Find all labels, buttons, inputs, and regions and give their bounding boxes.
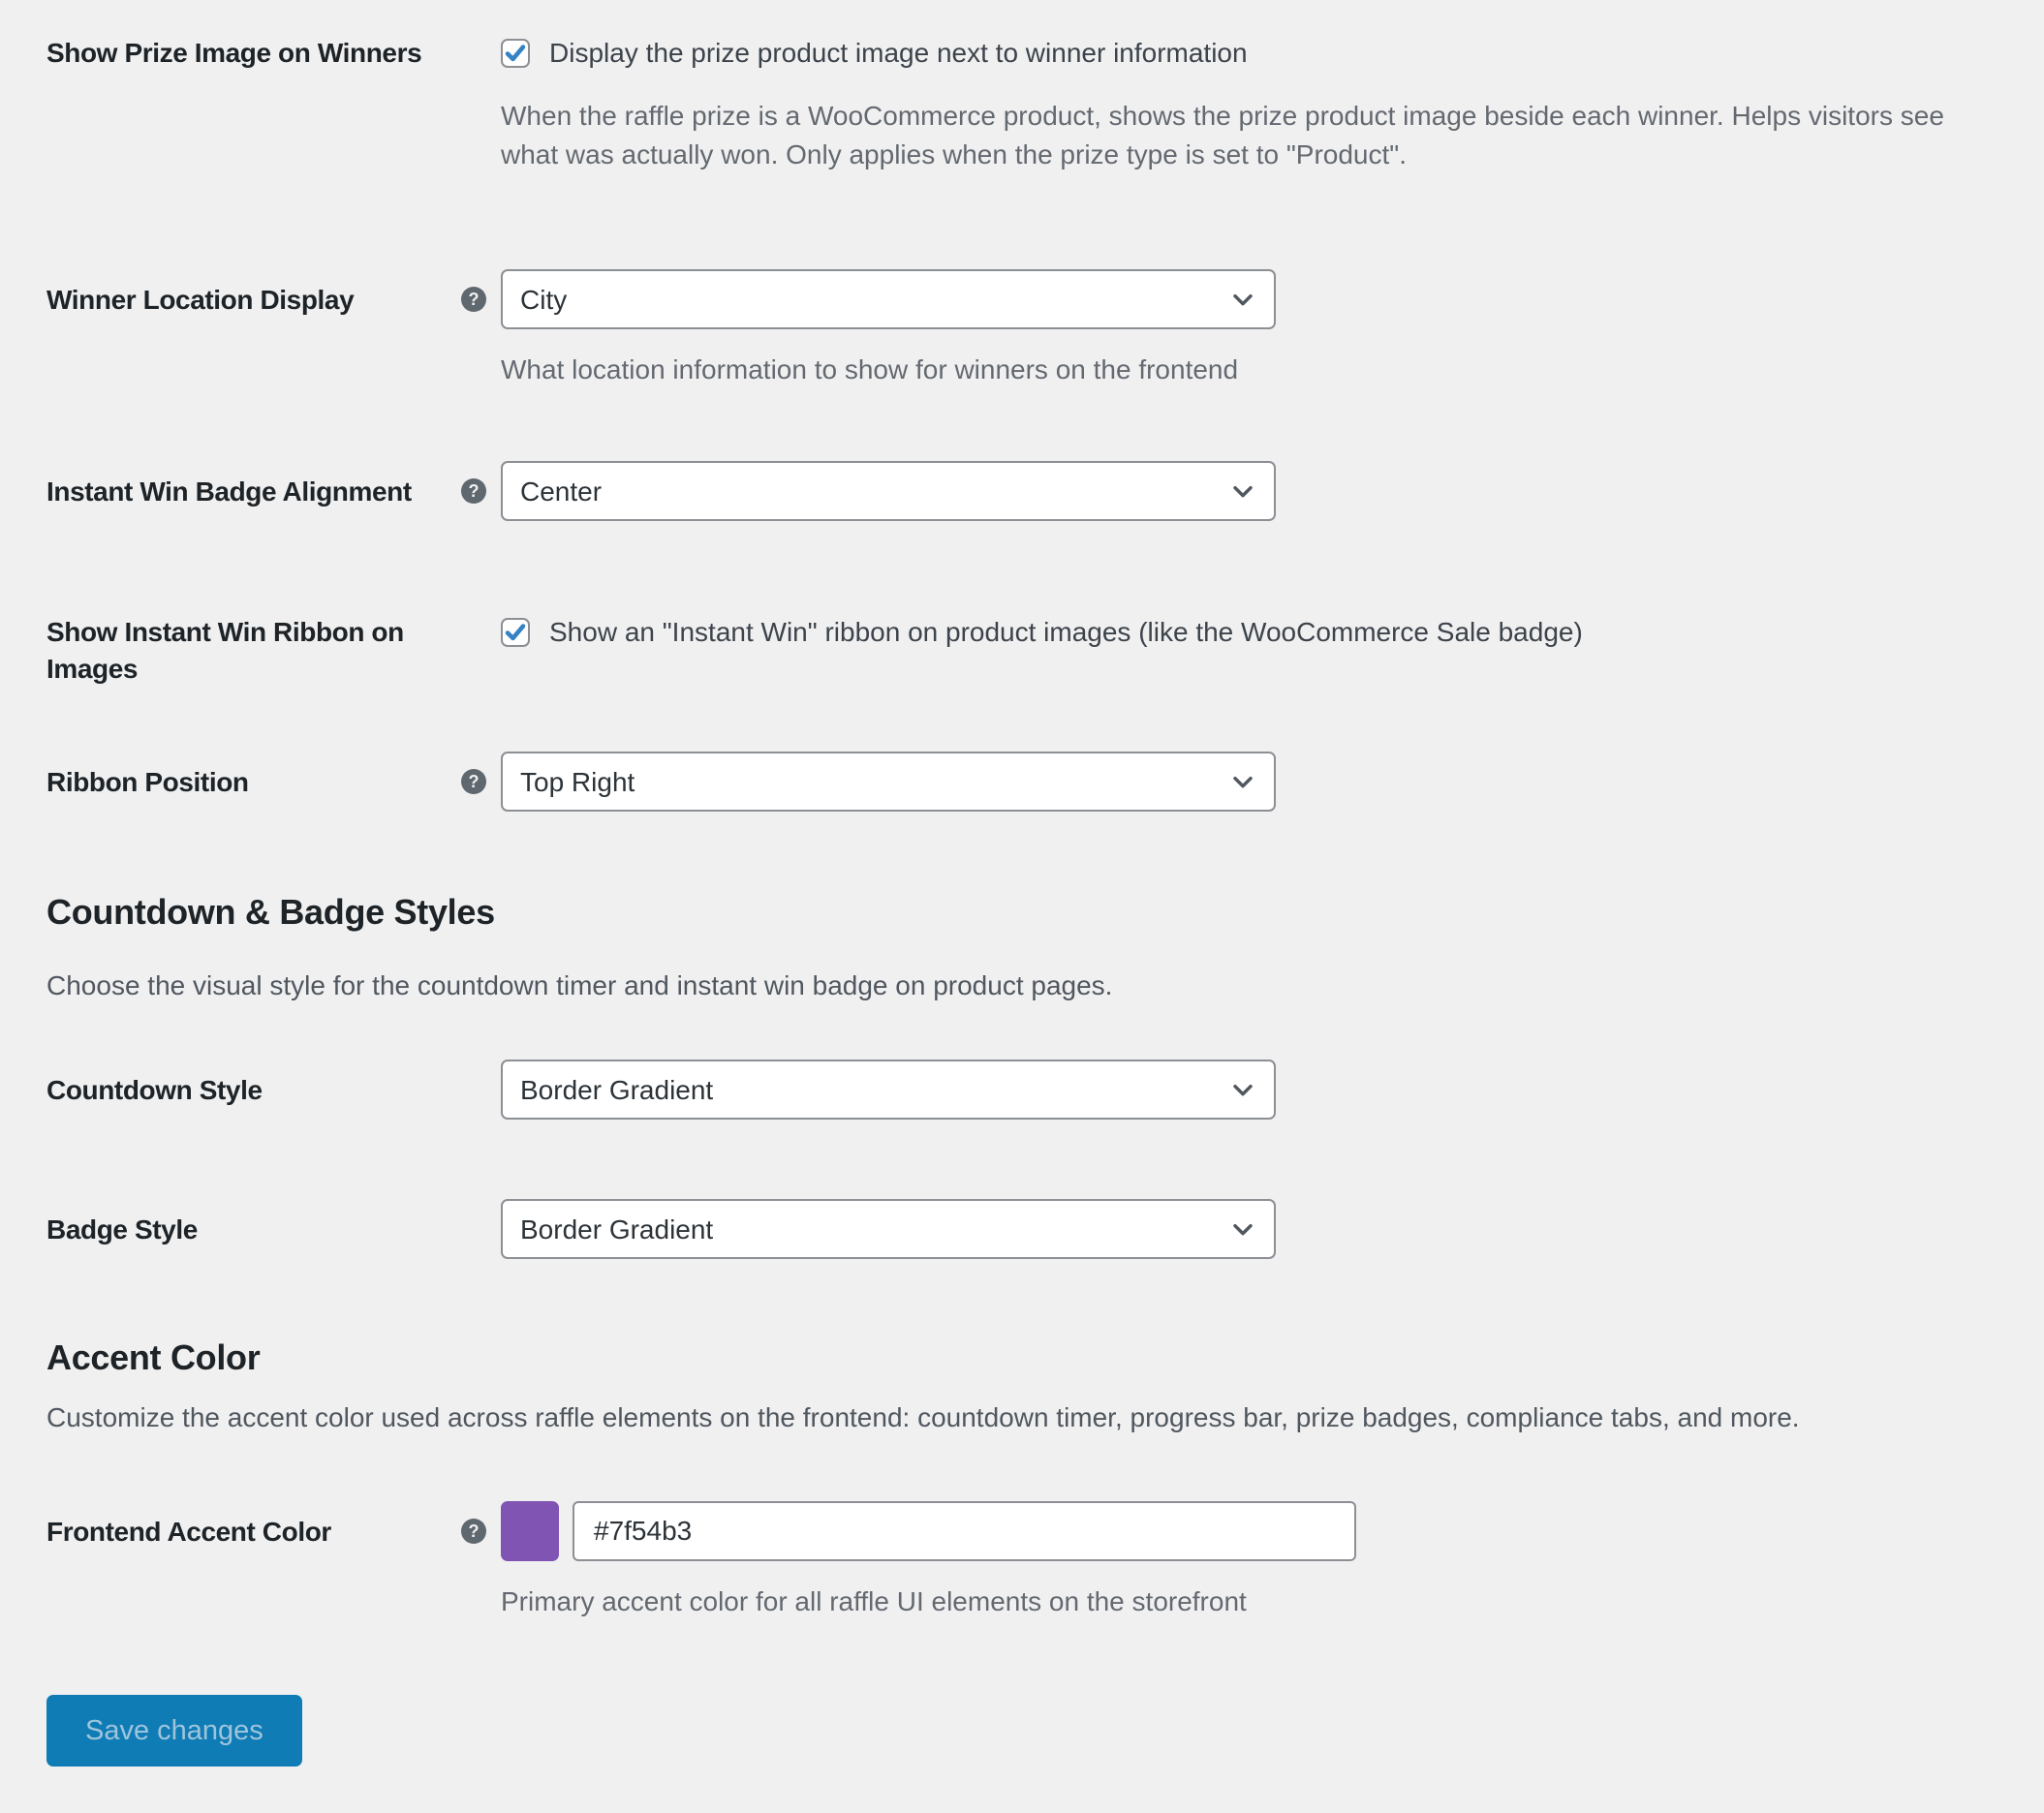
field-description: What location information to show for winners on the frontend <box>501 354 1239 384</box>
badge-alignment-select[interactable] <box>501 461 1276 521</box>
field-row-badge-style <box>46 1199 1998 1259</box>
accent-color-hex-input[interactable] <box>573 1501 1356 1561</box>
icon-cell <box>461 461 501 504</box>
field-label: Frontend Accent Color <box>46 1517 331 1547</box>
field-control <box>501 461 1998 521</box>
field-control <box>501 614 1998 651</box>
field-control <box>501 269 1998 389</box>
field-label: Instant Win Badge Alignment <box>46 476 412 507</box>
field-label: Show Instant Win Ribbon on Images <box>46 617 404 684</box>
winner-location-select[interactable] <box>501 269 1276 329</box>
checkmark-icon <box>504 42 527 65</box>
section-description: Choose the visual style for the countdown timer and instant win badge on product pages. <box>46 970 1113 1000</box>
field-description: When the raffle prize is a WooCommerce product, shows the prize product image beside each winner. Helps visitors see what was actually won. Only applies when the prize type is set to "Product". <box>501 101 1944 169</box>
field-control <box>501 1060 1998 1120</box>
icon-cell <box>461 269 501 312</box>
icon-cell <box>461 1501 501 1544</box>
field-label: Winner Location Display <box>46 285 355 315</box>
checkbox-label[interactable]: Display the prize product image next to winner information <box>549 38 1248 68</box>
countdown-style-select[interactable] <box>501 1060 1276 1120</box>
accent-color-swatch[interactable] <box>501 1501 559 1561</box>
field-control <box>501 1501 1998 1621</box>
field-control <box>501 35 1998 174</box>
checkmark-icon <box>504 621 527 644</box>
badge-style-select[interactable] <box>501 1199 1276 1259</box>
field-description: Primary accent color for all raffle UI elements on the storefront <box>501 1586 1247 1616</box>
field-row-badge-alignment <box>46 461 1998 521</box>
help-icon[interactable] <box>461 287 486 312</box>
checkbox-label[interactable]: Show an "Instant Win" ribbon on product images (like the WooCommerce Sale badge) <box>549 617 1583 647</box>
show-prize-image-checkbox[interactable] <box>501 39 530 68</box>
show-ribbon-checkbox[interactable] <box>501 618 530 647</box>
icon-cell <box>461 752 501 794</box>
section-title-countdown-badge-styles: Countdown & Badge Styles <box>46 892 495 932</box>
save-changes-button[interactable]: Save changes <box>46 1695 302 1767</box>
field-row-show-prize-image <box>46 35 1998 174</box>
field-label: Show Prize Image on Winners <box>46 38 422 68</box>
field-label: Ribbon Position <box>46 767 249 797</box>
field-row-countdown-style <box>46 1060 1998 1120</box>
field-control <box>501 1199 1998 1259</box>
field-control <box>501 752 1998 812</box>
section-description: Customize the accent color used across raffle elements on the frontend: countdown timer, progress bar, prize badges, compliance tabs, and more. <box>46 1402 1800 1432</box>
field-row-ribbon-position <box>46 752 1998 812</box>
help-icon[interactable] <box>461 1519 486 1544</box>
field-row-show-ribbon <box>46 614 1998 688</box>
help-icon[interactable] <box>461 769 486 794</box>
section-title-accent-color: Accent Color <box>46 1337 261 1377</box>
field-label: Badge Style <box>46 1214 198 1245</box>
field-row-frontend-accent-color <box>46 1501 1998 1621</box>
field-row-winner-location <box>46 269 1998 389</box>
field-label: Countdown Style <box>46 1075 263 1105</box>
help-icon[interactable] <box>461 478 486 504</box>
ribbon-position-select[interactable] <box>501 752 1276 812</box>
